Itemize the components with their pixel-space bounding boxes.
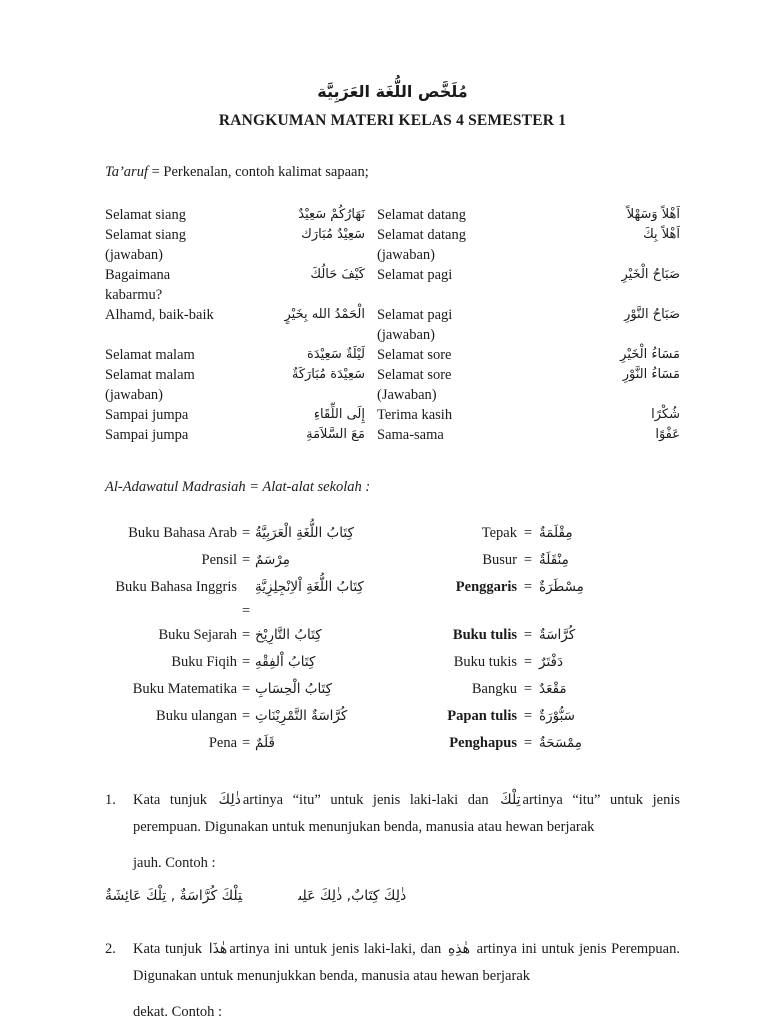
item-label: Penggaris bbox=[455, 579, 517, 595]
item-label: Buku tukis bbox=[453, 654, 517, 670]
greeting-indonesian: Alhamd, baik-baik bbox=[105, 307, 214, 323]
item-arabic: مِنْقَلَةٌ bbox=[539, 552, 569, 568]
equals-sign: = bbox=[242, 525, 251, 541]
note-text-segment: Kata tunjuk bbox=[133, 941, 207, 957]
column-spacer bbox=[427, 732, 437, 759]
greeting-indonesian: Selamat pagi (jawaban) bbox=[377, 307, 453, 343]
note-number: 1. bbox=[105, 792, 116, 808]
equals-sign: = bbox=[242, 735, 251, 751]
item-label: Buku tulis bbox=[452, 627, 517, 643]
item-label: Penghapus bbox=[449, 735, 517, 751]
note-text-segment: artinya “itu” untuk jenis laki-laki dan bbox=[242, 792, 499, 808]
greeting-indonesian: Sampai jumpa bbox=[105, 427, 189, 443]
greeting-arabic: نَهَارُكُمْ سَعِيْدٌ bbox=[298, 207, 365, 222]
greeting-arabic: كَيْفَ حَالُكَ bbox=[310, 267, 365, 282]
column-spacer bbox=[427, 678, 437, 705]
greeting-arabic: إِلَى اللِّقَاءِ bbox=[313, 407, 365, 422]
equals-sign: = bbox=[242, 654, 251, 670]
greeting-arabic: سَعِيْدَة مُبَارَكَةٌ bbox=[291, 367, 365, 382]
equals-sign: = bbox=[242, 603, 251, 619]
greeting-indonesian: Selamat siang (jawaban) bbox=[105, 227, 186, 263]
item-arabic: مِسْطَرَةٌ bbox=[539, 579, 584, 595]
greeting-arabic: اَهْلاً بِكَ bbox=[643, 227, 680, 242]
item-arabic: قَلَمٌ bbox=[255, 735, 275, 751]
item-label: Pena bbox=[208, 735, 237, 751]
item-arabic: كِتَابُ التَّارِيْخ bbox=[255, 627, 322, 643]
equals-sign: = bbox=[523, 579, 533, 595]
item-arabic: مَقْعَدٌ bbox=[539, 681, 567, 697]
greeting-indonesian: Selamat sore bbox=[377, 347, 452, 363]
note-continuation: dekat. Contoh : bbox=[133, 1004, 223, 1020]
example-dzalika: ذٰلِكَ كِتَابٌ, ذٰلِكَ عَلِى bbox=[298, 888, 407, 904]
section2-heading: Al-Adawatul Madrasiah = Alat-alat sekolah : bbox=[105, 479, 371, 495]
note-text bbox=[133, 787, 680, 841]
column-spacer bbox=[427, 705, 437, 732]
item-arabic: مِمْسَحَةٌ bbox=[539, 735, 583, 751]
item-arabic: سَبُّوْرَةٌ bbox=[539, 708, 575, 724]
greetings-table bbox=[105, 205, 680, 445]
section1-heading-rest: = Perkenalan, contoh kalimat sapaan; bbox=[147, 164, 369, 180]
note-text-segment: artinya “itu” untuk jenis perempuan. Digunakan untuk menunjukan benda, manusia atau hewan berjarak bbox=[133, 792, 680, 835]
column-spacer bbox=[427, 522, 437, 549]
item-label: Pensil bbox=[201, 552, 237, 568]
document-title-arabic: مُلَخَّص اللُّغَة العَرَبِيَّة bbox=[317, 82, 468, 101]
column-spacer bbox=[427, 651, 437, 678]
demonstrative-arabic: هٰذَا bbox=[208, 941, 228, 957]
note-text-segment: Kata tunjuk bbox=[133, 792, 217, 808]
equals-sign: = bbox=[523, 708, 533, 724]
item-label: Buku Matematika bbox=[132, 681, 237, 697]
section1-heading bbox=[105, 164, 680, 181]
greeting-indonesian: Sampai jumpa bbox=[105, 407, 189, 423]
greeting-indonesian: Terima kasih bbox=[377, 407, 453, 423]
demonstrative-arabic: هٰذِهِ bbox=[447, 941, 471, 957]
item-label: Bangku bbox=[471, 681, 517, 697]
example-tilka: تِلْكَ كُرَّاسَةٌ , تِلْكَ عَائِشَةٌ bbox=[105, 888, 243, 904]
school-items-table bbox=[105, 522, 680, 759]
item-arabic: مِقْلَمَةٌ bbox=[539, 525, 573, 541]
note-text-segment: artinya ini untuk jenis laki-laki, dan bbox=[229, 941, 446, 957]
item-arabic: كُرَّاسَةٌ bbox=[539, 627, 576, 643]
item-label: Buku Fiqih bbox=[171, 654, 237, 670]
demonstrative-arabic: ذٰلِكَ bbox=[218, 792, 241, 808]
greeting-indonesian: Selamat malam bbox=[105, 347, 195, 363]
item-arabic: دَفْتَرٌ bbox=[539, 654, 563, 670]
item-arabic: مِرْسَمٌ bbox=[255, 552, 290, 568]
greeting-indonesian: Selamat malam (jawaban) bbox=[105, 367, 195, 403]
greeting-indonesian: Sama-sama bbox=[377, 427, 444, 443]
greeting-arabic: مَسَاءُ النَّوْرِ bbox=[622, 367, 680, 382]
greeting-indonesian: Selamat datang (jawaban) bbox=[377, 227, 466, 263]
greeting-arabic: مَسَاءُ الْخَيْرِ bbox=[620, 347, 680, 362]
section1-heading-term: Ta’aruf bbox=[105, 164, 148, 180]
note-text-segment: artinya ini untuk jenis Perempuan. Digunakan untuk menunjukkan benda, manusia atau hewan berjarak bbox=[133, 941, 680, 984]
item-label: Tepak bbox=[481, 525, 517, 541]
item-arabic: كِتَابُ اللُّغَةِ الْعَرَبِيَّةُ bbox=[255, 525, 354, 541]
greeting-arabic: لَيْلَةٌ سَعِيْدَة bbox=[306, 347, 365, 362]
item-arabic: كِتَابُ اْلفِقْهِ bbox=[255, 654, 316, 670]
greeting-arabic: صَبَاحُ الْخَيْرِ bbox=[621, 267, 680, 282]
item-label: Buku Bahasa Inggris bbox=[115, 579, 237, 595]
arabic-example-line bbox=[105, 884, 680, 908]
note-text bbox=[133, 936, 680, 990]
equals-sign: = bbox=[523, 654, 533, 670]
column-spacer bbox=[427, 549, 437, 576]
greeting-arabic: الْحَمْدُ الله بِخَيْرٍ bbox=[284, 307, 365, 322]
note-continuation: jauh. Contoh : bbox=[133, 855, 216, 871]
greeting-arabic: شُكْرًا bbox=[651, 407, 680, 422]
equals-sign: = bbox=[242, 708, 251, 724]
greeting-arabic: سَعِيْدٌ مُبَارَك bbox=[301, 227, 365, 242]
greeting-arabic: اَهْلاً وَسَهْلاً bbox=[626, 207, 680, 222]
greeting-indonesian: Selamat pagi bbox=[377, 267, 453, 283]
equals-sign: = bbox=[523, 525, 533, 541]
equals-sign: = bbox=[242, 681, 251, 697]
document-title: RANGKUMAN MATERI KELAS 4 SEMESTER 1 bbox=[218, 112, 567, 129]
item-label: Buku Bahasa Arab bbox=[128, 525, 237, 541]
item-label: Busur bbox=[482, 552, 517, 568]
demonstrative-arabic: تِلْكَ bbox=[500, 792, 521, 808]
greeting-arabic: مَعَ السَّلاَمَةِ bbox=[306, 427, 365, 442]
equals-sign: = bbox=[523, 681, 533, 697]
equals-sign: = bbox=[523, 627, 533, 643]
note-item-2 bbox=[105, 936, 680, 990]
greeting-indonesian: Selamat siang bbox=[105, 207, 186, 223]
equals-sign: = bbox=[523, 735, 533, 751]
equals-sign: = bbox=[242, 552, 251, 568]
item-label: Papan tulis bbox=[447, 708, 517, 724]
greeting-arabic: صَبَاحُ النَّوْرِ bbox=[624, 307, 680, 322]
note-item-1 bbox=[105, 787, 680, 841]
item-label: Buku Sejarah bbox=[158, 627, 237, 643]
greeting-indonesian: Bagaimana kabarmu? bbox=[105, 267, 171, 303]
greeting-indonesian: Selamat sore (Jawaban) bbox=[377, 367, 452, 403]
item-arabic: كُرَّاسَةٌ التَّمْرِيْنَاتِ bbox=[255, 708, 348, 724]
equals-sign: = bbox=[242, 627, 251, 643]
column-spacer bbox=[427, 624, 437, 651]
item-label: Buku ulangan bbox=[156, 708, 237, 724]
item-arabic: كِتَابُ الْحِسَابِ bbox=[255, 681, 333, 697]
greeting-arabic: عَفْوًا bbox=[655, 427, 680, 442]
column-spacer bbox=[427, 576, 437, 624]
item-arabic: كِتَابُ اللُّغَةِ اْلاِنْجِلِزِيَّةِ bbox=[255, 579, 364, 595]
equals-sign: = bbox=[523, 552, 533, 568]
note-number: 2. bbox=[105, 941, 116, 957]
greeting-indonesian: Selamat datang bbox=[377, 207, 466, 223]
